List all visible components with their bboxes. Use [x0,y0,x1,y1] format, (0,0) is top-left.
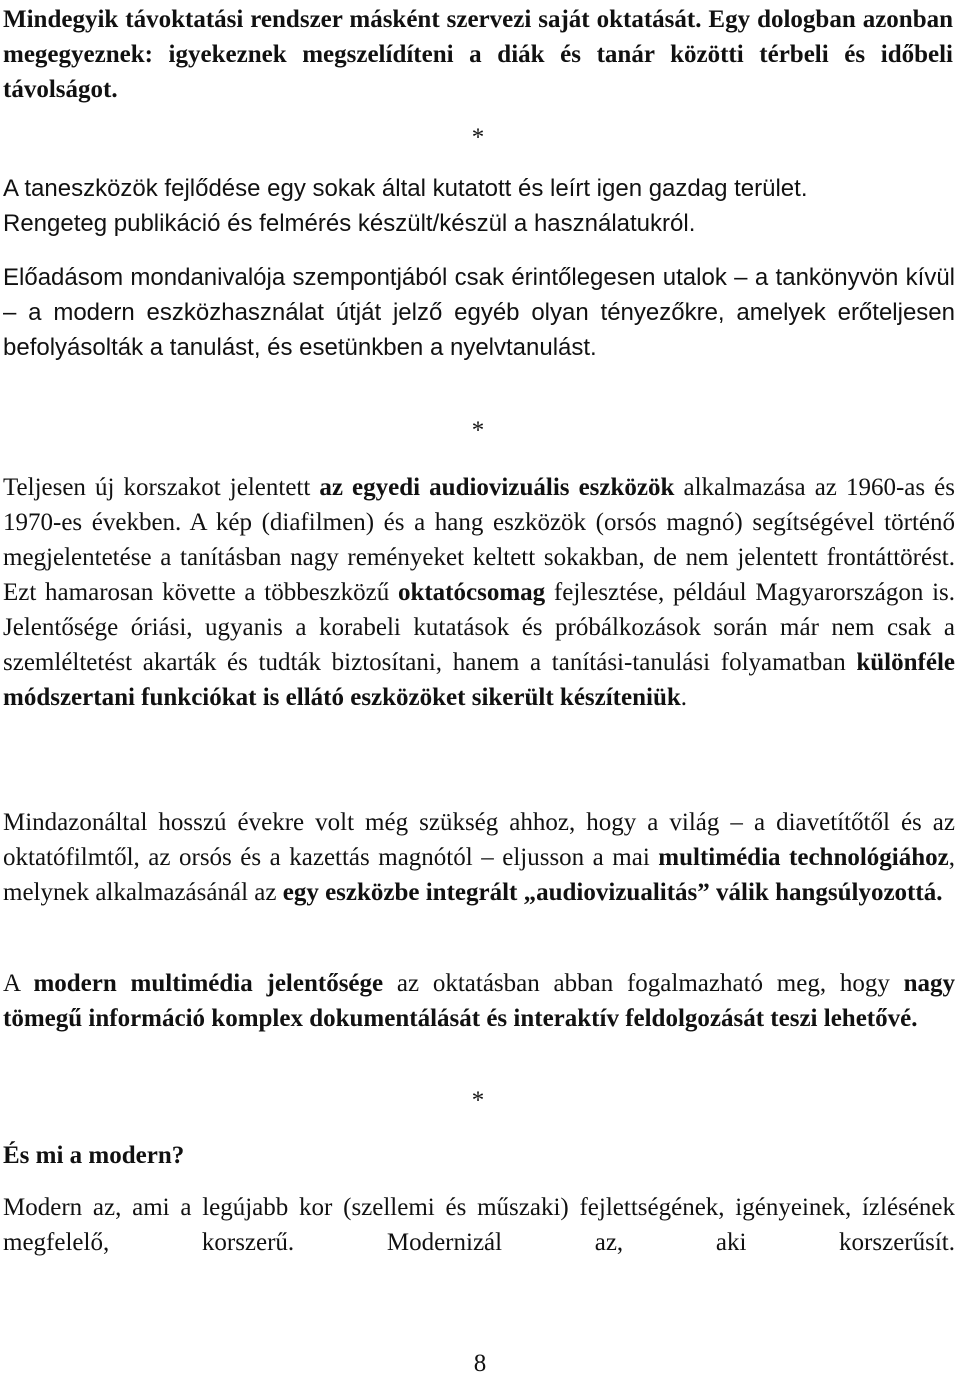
av-bold-1: az egyedi audiovizuális eszközök [319,474,675,501]
av-bold-2: oktatócsomag [397,579,546,606]
separator-2-symbol: * [471,417,485,444]
mm-text-1: Mindazonáltal hosszú évekre volt még szükség ahhoz, hogy a világ – a diavetítőtől és az oktatófilmtől, az orsós és a kazettás magnótól – eljusson a mai [3,809,955,871]
lecture-paragraph [3,260,955,365]
av-text-2: alkalmazása az 1960-as és 1970-es években. A kép (diafilmen) és a hang eszközök (orsós magnó) segítségével történő megjelentetése a tanításban nagy reményeket keltett sokakban, de nem jelentett frontáttörést. Ezt hamarosan követte a többeszközű [3,474,956,606]
tools-line-2: Rengeteg publikáció és felmérés készült/készül a használatukról. [3,210,696,237]
modern-definition [3,1190,955,1260]
mm-text-2: , melynek alkalmazásánál az [3,844,955,906]
separator-3-symbol: * [471,1087,485,1114]
modern-definition-text: Modern az, ami a legújabb kor (szellemi és műszaki) fejlettségének, igényeinek, ízlésének megfelelő, korszerű. Modernizál az, aki korszerűsít. [3,1194,955,1256]
sig-text-1: A [3,970,34,997]
modern-heading: És mi a modern? [3,1142,185,1169]
sig-bold-2: nagy tömegű információ komplex dokumentálását és interaktív feldolgozását teszi lehetővé. [3,970,955,1032]
page-number: 8 [473,1350,487,1377]
multimedia-paragraph [3,805,955,910]
tools-line-1: A taneszközök fejlődése egy sokak által kutatott és leírt igen gazdag terület. [3,175,808,202]
mm-bold-2: egy eszközbe integrált „audiovizualitás” válik hangsúlyozottá. [282,879,943,906]
av-text-4: . [680,684,688,711]
av-text-1: Teljesen új korszakot jelentett [3,474,320,501]
av-bold-3: különféle módszertani funkciókat is ellátó eszközöket sikerült készíteniük [3,649,955,711]
tools-paragraph [3,171,960,241]
intro-bold-text: Mindegyik távoktatási rendszer másként szervezi saját oktatását. Egy dologban azonban megegyeznek: igyekeznek megszelídíteni a diák és tanár közötti térbeli és időbeli távolságot. [3,6,953,103]
significance-paragraph [3,966,955,1036]
mm-bold-1: multimédia technológiához [658,844,949,871]
sig-text-2: az oktatásban abban fogalmazható meg, hogy [383,970,904,997]
av-text-3: fejlesztése, például Magyarországon is. Jelentősége óriási, ugyanis a korabeli kutatások és próbálkozások során már nem csak a szemléltetést akarták és tudták biztosítani, hanem a tanítási-tanulási folyamatban [3,579,955,676]
sig-bold-1: modern multimédia jelentősége [33,970,384,997]
separator-1-symbol: * [471,124,485,151]
audiovisual-paragraph [3,470,955,715]
intro-paragraph [3,2,953,107]
lecture-text: Előadásom mondanivalója szempontjából csak érintőlegesen utalok – a tankönyvön kívül – a modern eszközhasználat útját jelző egyéb olyan tényezőkre, amelyek erőteljesen befolyásolták a tanulást, és esetünkben a nyelvtanulást. [3,264,955,361]
